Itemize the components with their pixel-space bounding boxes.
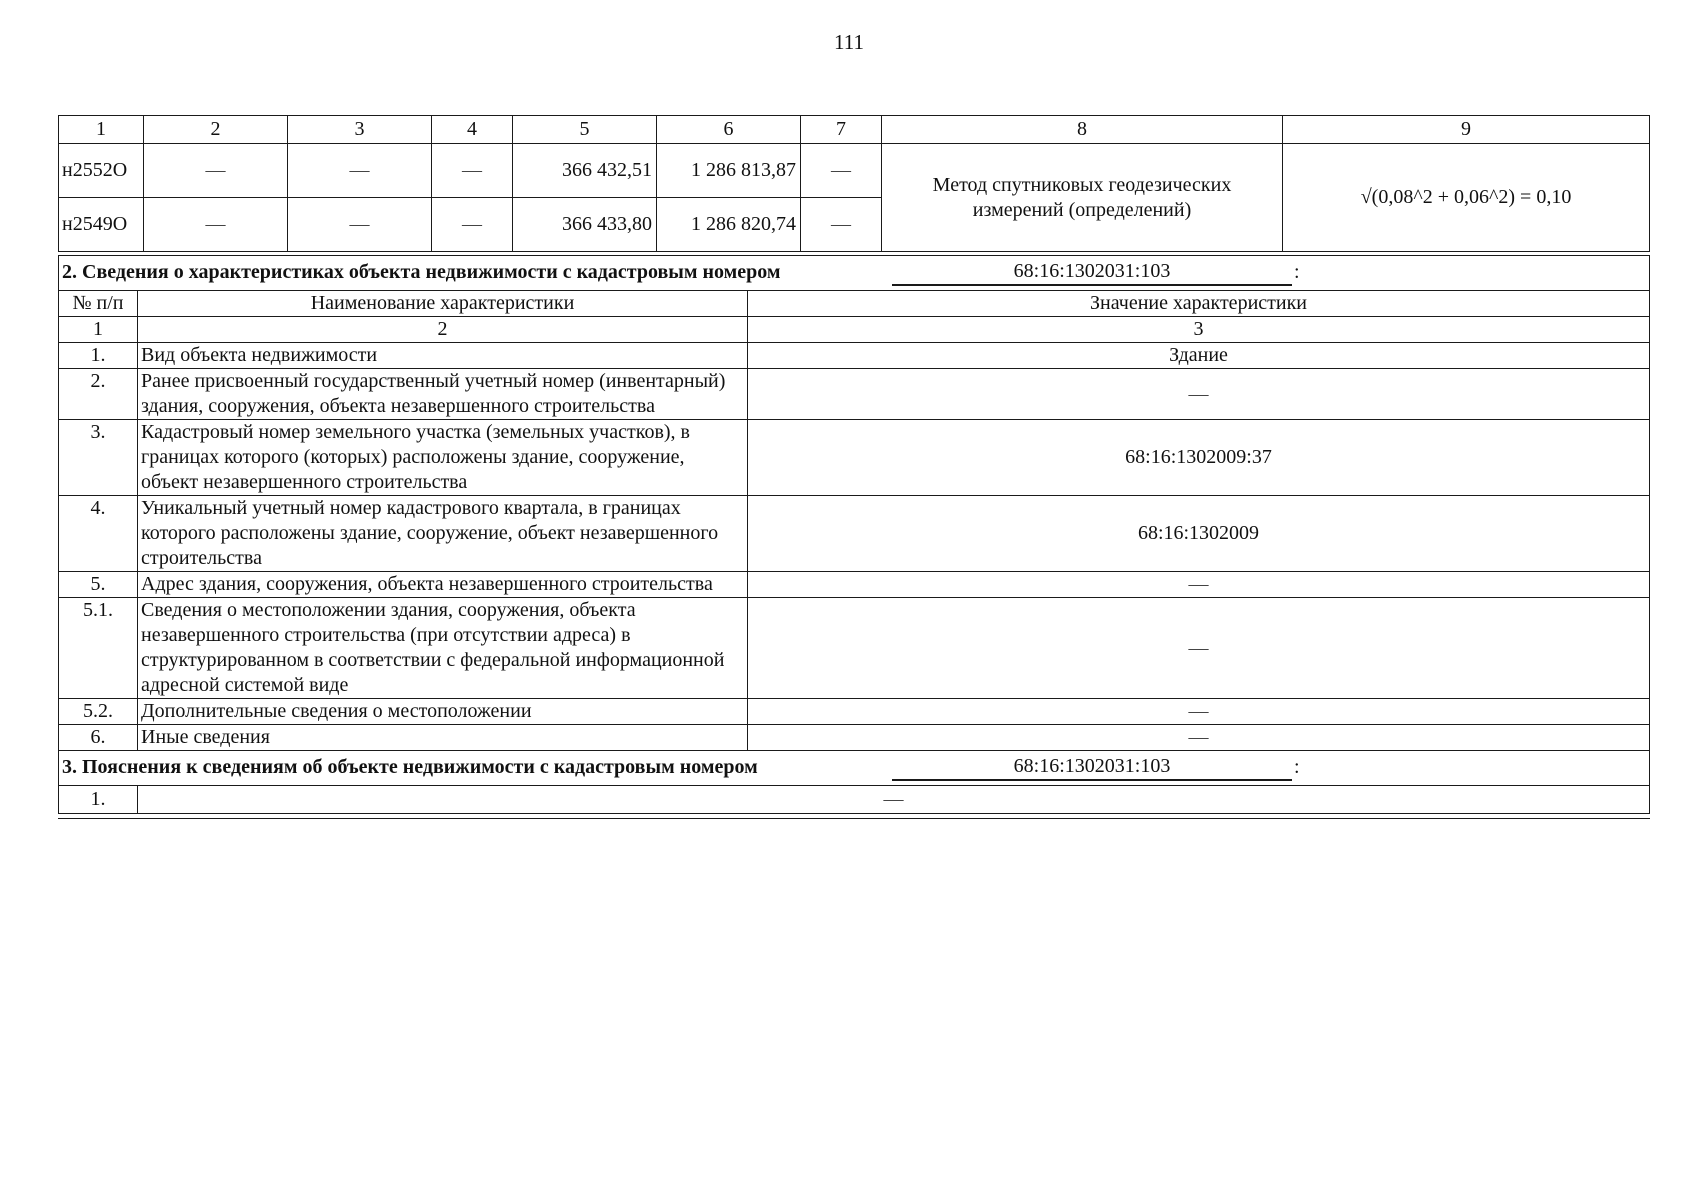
row-number: 1. [59, 786, 138, 814]
table-row [59, 786, 1650, 814]
table-row [59, 343, 1650, 369]
colon: : [1294, 261, 1300, 283]
point-name: н2549О [59, 198, 144, 252]
characteristic-value: — [748, 699, 1650, 725]
characteristic-value: 68:16:1302009 [748, 496, 1650, 572]
empty-cell: — [432, 198, 513, 252]
header-cell: 3 [288, 116, 432, 144]
characteristic-value: — [748, 369, 1650, 420]
characteristic-value: — [748, 598, 1650, 699]
column-number: 3 [748, 317, 1650, 343]
section3-title: 3. Пояснения к сведениям об объекте недвижимости с кадастровым номером [62, 756, 758, 778]
table-row [59, 420, 1650, 496]
characteristic-name: Ранее присвоенный государственный учетный номер (инвентарный) здания, сооружения, объекта незавершенного строительства [138, 369, 748, 420]
table-row [59, 699, 1650, 725]
table-bottom-rule [58, 818, 1650, 819]
characteristic-value: — [748, 725, 1650, 751]
header-cell: 5 [513, 116, 657, 144]
empty-cell: — [801, 144, 882, 198]
section2-title: 2. Сведения о характеристиках объекта недвижимости с кадастровым номером [62, 261, 781, 283]
table-row [59, 369, 1650, 420]
characteristic-name: Адрес здания, сооружения, объекта незавершенного строительства [138, 572, 748, 598]
column-header-num: № п/п [59, 291, 138, 317]
table-row [59, 496, 1650, 572]
header-cell: 9 [1283, 116, 1650, 144]
points-table [58, 115, 1650, 252]
row-number: 1. [59, 343, 138, 369]
characteristic-name: Кадастровый номер земельного участка (земельных участков), в границах которого (которых) расположены здание, сооружение, объект незавершенного строительства [138, 420, 748, 496]
column-number-row [59, 317, 1650, 343]
coord-y: 1 286 820,74 [657, 198, 801, 252]
page-number: 111 [834, 30, 864, 54]
row-number: 3. [59, 420, 138, 496]
characteristic-name: Дополнительные сведения о местоположении [138, 699, 748, 725]
section2-cadastral-number: 68:16:1302031:103 [892, 258, 1292, 286]
characteristic-name: Вид объекта недвижимости [138, 343, 748, 369]
coord-x: 366 433,80 [513, 198, 657, 252]
row-number: 5. [59, 572, 138, 598]
header-cell: 7 [801, 116, 882, 144]
section3-title-row [59, 751, 1650, 786]
column-header-name: Наименование характеристики [138, 291, 748, 317]
row-number: 5.2. [59, 699, 138, 725]
empty-cell: — [144, 198, 288, 252]
column-header-value: Значение характеристики [748, 291, 1650, 317]
table-row [59, 725, 1650, 751]
column-header-row [59, 291, 1650, 317]
empty-cell: — [288, 198, 432, 252]
header-cell: 1 [59, 116, 144, 144]
row-number: 2. [59, 369, 138, 420]
method-cell: Метод спутниковых геодезических измерений (определений) [882, 144, 1283, 252]
characteristic-value: — [748, 572, 1650, 598]
table-row [59, 144, 1650, 198]
empty-cell: — [288, 144, 432, 198]
characteristic-value: Здание [748, 343, 1650, 369]
point-name: н2552О [59, 144, 144, 198]
header-cell: 8 [882, 116, 1283, 144]
empty-cell: — [144, 144, 288, 198]
section3-cadastral-number: 68:16:1302031:103 [892, 753, 1292, 781]
column-number: 1 [59, 317, 138, 343]
characteristics-table [58, 255, 1650, 814]
header-cell: 2 [144, 116, 288, 144]
table-row [59, 598, 1650, 699]
characteristic-name: Уникальный учетный номер кадастрового квартала, в границах которого расположены здание, сооружение, объект незавершенного строительства [138, 496, 748, 572]
coord-y: 1 286 813,87 [657, 144, 801, 198]
row-number: 4. [59, 496, 138, 572]
row-number: 5.1. [59, 598, 138, 699]
colon: : [1294, 756, 1300, 778]
explanation-value: — [138, 786, 1650, 814]
points-header-row [59, 116, 1650, 144]
empty-cell: — [432, 144, 513, 198]
characteristic-name: Иные сведения [138, 725, 748, 751]
column-number: 2 [138, 317, 748, 343]
characteristic-name: Сведения о местоположении здания, сооружения, объекта незавершенного строительства (при отсутствии адреса) в структурированном в соответствии с федеральной информационной адресной системой виде [138, 598, 748, 699]
section2-title-row [59, 256, 1650, 291]
header-cell: 6 [657, 116, 801, 144]
table-row [59, 572, 1650, 598]
accuracy-cell: √(0,08^2 + 0,06^2) = 0,10 [1283, 144, 1650, 252]
coord-x: 366 432,51 [513, 144, 657, 198]
characteristic-value: 68:16:1302009:37 [748, 420, 1650, 496]
empty-cell: — [801, 198, 882, 252]
header-cell: 4 [432, 116, 513, 144]
row-number: 6. [59, 725, 138, 751]
